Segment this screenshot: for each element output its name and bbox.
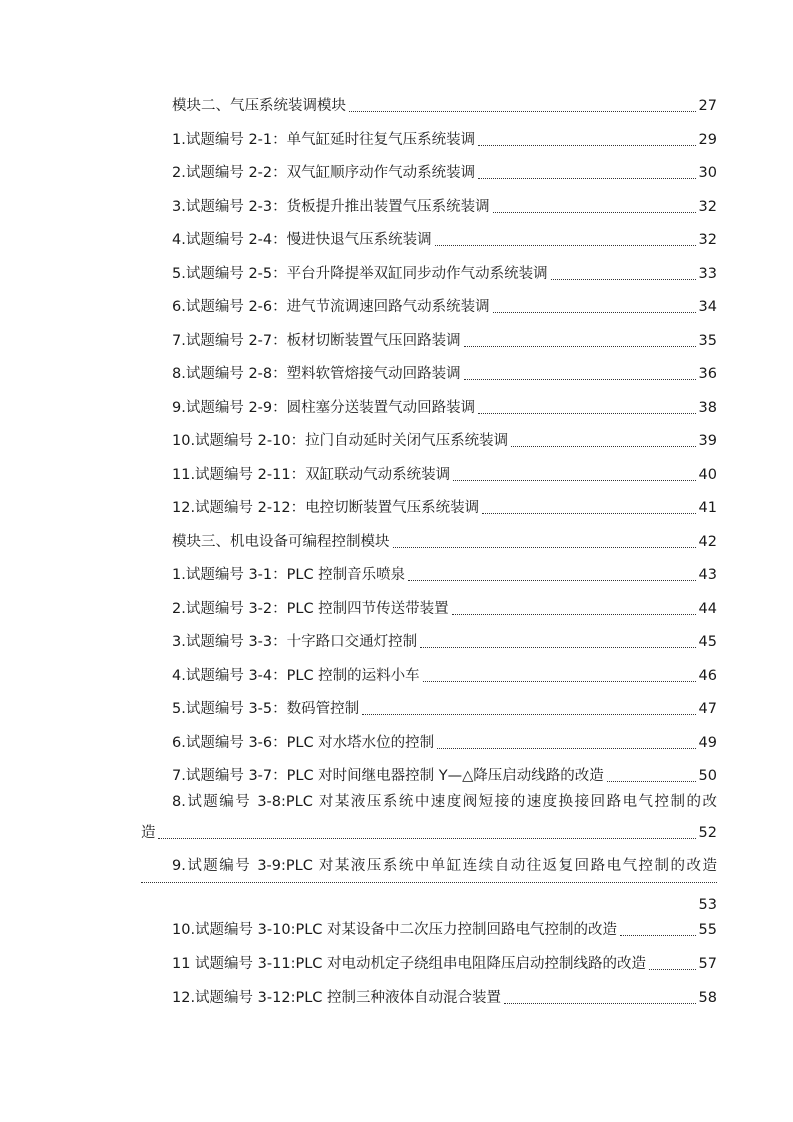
toc-entry-page: 35 (698, 332, 717, 349)
toc-entry[interactable] (172, 952, 717, 976)
dot-leader (478, 145, 695, 146)
toc-entry[interactable] (172, 128, 717, 152)
toc-entry-title: 1.试题编号 2-1：单气缸延时往复气压系统装调 (172, 131, 476, 148)
toc-entry-title-continuation: 造 (141, 825, 156, 841)
toc-entry-page: 29 (698, 131, 717, 148)
toc-entry[interactable] (172, 764, 717, 788)
dot-leader (620, 935, 696, 936)
toc-entry[interactable] (172, 329, 717, 353)
toc-entry-title: 2.试题编号 2-2：双气缸顺序动作气动系统装调 (172, 165, 476, 181)
dot-leader (141, 882, 717, 883)
toc-entry-page: 34 (698, 299, 717, 315)
dot-leader (493, 212, 696, 213)
toc-entry-title: 12.试题编号 3-12:PLC 控制三种液体自动混合装置 (172, 990, 502, 1006)
toc-entry[interactable] (172, 228, 717, 252)
dot-leader (437, 748, 695, 749)
dot-leader (649, 969, 696, 970)
toc-entry[interactable] (172, 530, 717, 554)
toc-entry[interactable] (172, 496, 717, 520)
toc-entry-title: 11 试题编号 3-11:PLC 对电动机定子绕组串电阻降压启动控制线路的改造 (172, 956, 647, 972)
toc-entry-page: 52 (698, 825, 717, 841)
dot-leader (408, 580, 695, 581)
toc-entry[interactable] (172, 697, 717, 721)
toc-entry-title: 9.试题编号 2-9：圆柱塞分送装置气动回路装调 (172, 399, 476, 416)
toc-entry-title: 模块三、机电设备可编程控制模块 (172, 533, 390, 550)
toc-entry-page: 49 (698, 734, 717, 751)
toc-entry[interactable] (172, 262, 717, 286)
dot-leader (464, 346, 696, 347)
toc-entry-page: 58 (698, 990, 717, 1006)
toc-entry-page: 45 (698, 634, 717, 650)
toc-entry[interactable] (172, 463, 717, 487)
toc-entry[interactable] (172, 731, 717, 755)
toc-entry-title: 10.试题编号 2-10：拉门自动延时关闭气压系统装调 (172, 433, 509, 449)
toc-entry[interactable] (172, 94, 717, 118)
toc-entry-title: 5.试题编号 3-5：数码管控制 (172, 701, 360, 717)
toc-entry-page: 32 (698, 198, 717, 215)
toc-entry-page: 55 (698, 922, 717, 938)
toc-entry-title: 4.试题编号 3-4：PLC 控制的运料小车 (172, 667, 420, 684)
dot-leader (349, 111, 696, 112)
dot-leader (511, 446, 695, 447)
toc-entry-wrapped-continuation[interactable] (141, 874, 717, 922)
toc-entry-wrapped-title[interactable]: 8.试题编号 3-8:PLC 对某液压系统中速度阀短接的速度换接回路电气控制的改 (172, 794, 717, 810)
toc-entry-title: 12.试题编号 2-12：电控切断装置气压系统装调 (172, 500, 480, 516)
toc-entry-page: 57 (698, 956, 717, 972)
dot-leader (452, 614, 696, 615)
toc-entry-title: 4.试题编号 2-4：慢进快退气压系统装调 (172, 232, 432, 248)
toc-entry-page: 46 (698, 667, 717, 684)
toc-entry-page: 43 (698, 567, 717, 583)
toc-entry[interactable] (172, 986, 717, 1010)
toc-entry-title: 11.试题编号 2-11：双缸联动气动系统装调 (172, 466, 451, 483)
toc-entry[interactable] (172, 396, 717, 420)
toc-entry[interactable] (172, 295, 717, 319)
toc-entry-title: 5.试题编号 2-5：平台升降提举双缸同步动作气动系统装调 (172, 265, 548, 282)
dot-leader (420, 647, 695, 648)
toc-entry[interactable] (172, 161, 717, 185)
dot-leader (493, 312, 696, 313)
toc-entry-title: 2.试题编号 3-2：PLC 控制四节传送带装置 (172, 600, 449, 617)
dot-leader (158, 838, 696, 839)
toc-entry-page: 47 (698, 701, 717, 717)
toc-entry-page: 39 (698, 433, 717, 449)
toc-entry-title: 8.试题编号 2-8：塑料软管熔接气动回路装调 (172, 366, 461, 382)
dot-leader (423, 681, 696, 682)
toc-entry[interactable] (172, 563, 717, 587)
toc-entry-title: 1.试题编号 3-1：PLC 控制音乐喷泉 (172, 567, 406, 583)
toc-entry-page: 27 (698, 98, 717, 114)
toc-entry-page: 40 (698, 466, 717, 483)
toc-entry-wrapped-continuation[interactable] (141, 821, 717, 845)
toc-entry[interactable] (172, 429, 717, 453)
toc-entry[interactable] (172, 597, 717, 621)
dot-leader (435, 245, 696, 246)
toc-entry-page: 30 (698, 165, 717, 181)
toc-entry-page: 36 (698, 366, 717, 382)
toc-entry-page: 42 (698, 533, 717, 550)
toc-entry-title: 6.试题编号 2-6：进气节流调速回路气动系统装调 (172, 299, 490, 315)
dot-leader (362, 714, 695, 715)
toc-entry-title: 模块二、气压系统装调模块 (172, 98, 346, 114)
toc-entry-page: 38 (698, 399, 717, 416)
dot-leader (464, 379, 696, 380)
toc-entry[interactable] (172, 918, 717, 942)
toc-entry-title: 3.试题编号 2-3：货板提升推出装置气压系统装调 (172, 198, 490, 215)
toc-entry[interactable] (172, 195, 717, 219)
dot-leader (551, 279, 696, 280)
toc-entry-title: 6.试题编号 3-6：PLC 对水塔水位的控制 (172, 734, 435, 751)
toc-entry-title: 7.试题编号 3-7：PLC 对时间继电器控制 Y—△降压启动线路的改造 (172, 768, 604, 784)
dot-leader (504, 1003, 696, 1004)
dot-leader (482, 513, 695, 514)
toc-entry-page: 44 (698, 600, 717, 617)
toc-entry-page: 50 (698, 768, 717, 784)
toc-entry-page: 53 (698, 897, 717, 913)
toc-entry-title: 10.试题编号 3-10:PLC 对某设备中二次压力控制回路电气控制的改造 (172, 922, 618, 938)
toc-entry-wrapped-title[interactable]: 9.试题编号 3-9:PLC 对某液压系统中单缸连续自动往返复回路电气控制的改造 (172, 858, 717, 874)
toc-entry[interactable] (172, 362, 717, 386)
toc-entry[interactable] (172, 664, 717, 688)
toc-entry[interactable] (172, 630, 717, 654)
toc-entry-page: 33 (698, 265, 717, 282)
toc-entry-title: 3.试题编号 3-3：十字路口交通灯控制 (172, 634, 418, 650)
dot-leader (453, 480, 695, 481)
dot-leader (478, 413, 695, 414)
toc-entry-page: 41 (698, 500, 717, 516)
dot-leader (478, 178, 695, 179)
dot-leader (607, 781, 696, 782)
toc-entry-page: 32 (698, 232, 717, 248)
toc-entry-title: 7.试题编号 2-7：板材切断装置气压回路装调 (172, 332, 461, 349)
dot-leader (393, 547, 696, 548)
